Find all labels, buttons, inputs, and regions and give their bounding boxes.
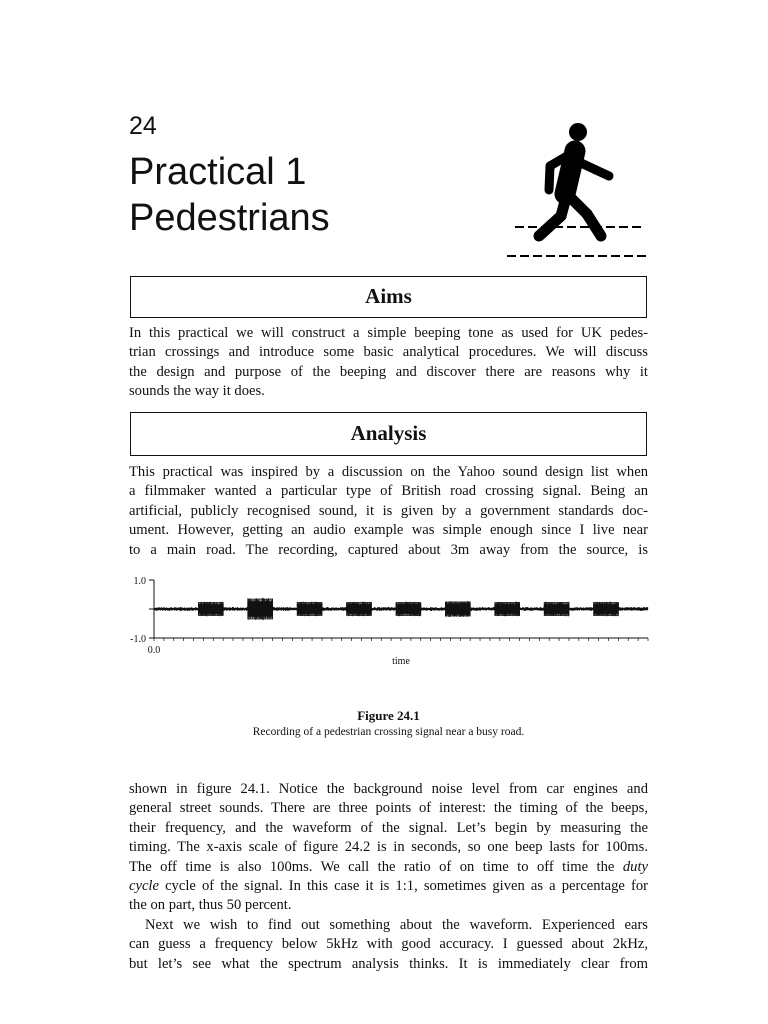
text-line: their frequency, and the waveform of the signal. Let’s begin by measuring the — [129, 819, 648, 836]
text-segment: The off time is also 100ms. We call the ratio of on time to off time the — [129, 858, 615, 875]
text-line: sounds the way it does. — [129, 383, 265, 400]
analysis-paragraph — [129, 463, 648, 560]
text-line: ument. However, getting an audio example was simple enough since I live near — [129, 522, 648, 539]
chapter-number: 24 — [129, 112, 157, 140]
emphasis-cycle: cycle — [129, 878, 159, 895]
pedestrian-walking-icon — [505, 118, 653, 268]
text-line: the on part, thus 50 percent. — [129, 897, 292, 914]
emphasis-duty: duty — [622, 858, 648, 875]
text-line: This practical was inspired by a discussion on the Yahoo sound design list when — [129, 464, 648, 480]
y-tick-label: -1.0 — [130, 634, 146, 645]
x-tick-label: 0.0 — [147, 645, 161, 656]
text-line: a filmmaker wanted a particular type of British road crossing signal. Being an — [129, 483, 648, 500]
text-line: can guess a frequency below 5kHz with good accuracy. I guessed about 2kHz, — [129, 936, 648, 953]
text-line-with-emphasis — [129, 858, 648, 877]
text-line: In this practical we will construct a simple beeping tone as used for UK pedes- — [129, 325, 648, 341]
text-segment: cycle of the signal. In this case it is 1:1, sometimes given as a percentage for — [165, 878, 649, 895]
waveform-series — [154, 598, 648, 620]
y-tick-label: 1.0 — [133, 576, 146, 587]
text-line: to a main road. The recording, captured about 3m away from the source, is — [129, 541, 648, 558]
text-line: shown in figure 24.1. Notice the background noise level from car engines and — [129, 781, 648, 797]
waveform-chart — [125, 570, 655, 670]
text-line: artificial, publicly recognised sound, it is given by a government standards doc- — [129, 502, 648, 519]
text-line: Next we wish to find out something about the waveform. Experienced ears — [145, 916, 648, 933]
text-line-with-emphasis — [129, 877, 648, 896]
aims-heading: Aims — [130, 276, 647, 318]
continuation-paragraph — [129, 780, 648, 974]
chapter-title-line2: Pedestrians — [129, 197, 330, 239]
x-axis-label: time — [392, 656, 410, 667]
text-line: but let’s see what the spectrum analysis thinks. It is immediately clear from — [129, 955, 648, 972]
text-line: timing. The x-axis scale of figure 24.2 is in seconds, so one beep lasts for 100ms. — [129, 839, 648, 856]
text-line: general street sounds. There are three points of interest: the timing of the beeps, — [129, 800, 648, 817]
figure-label: Figure 24.1 — [357, 708, 420, 723]
text-line: the design and purpose of the beeping and discover there are reasons why it — [129, 363, 648, 380]
analysis-heading: Analysis — [130, 412, 647, 456]
chapter-title-line1: Practical 1 — [129, 151, 307, 193]
text-line: trian crossings and introduce some basic analytical procedures. We will discuss — [129, 344, 648, 361]
figure-caption: Recording of a pedestrian crossing signal near a busy road. — [252, 726, 525, 738]
aims-paragraph — [129, 324, 648, 402]
